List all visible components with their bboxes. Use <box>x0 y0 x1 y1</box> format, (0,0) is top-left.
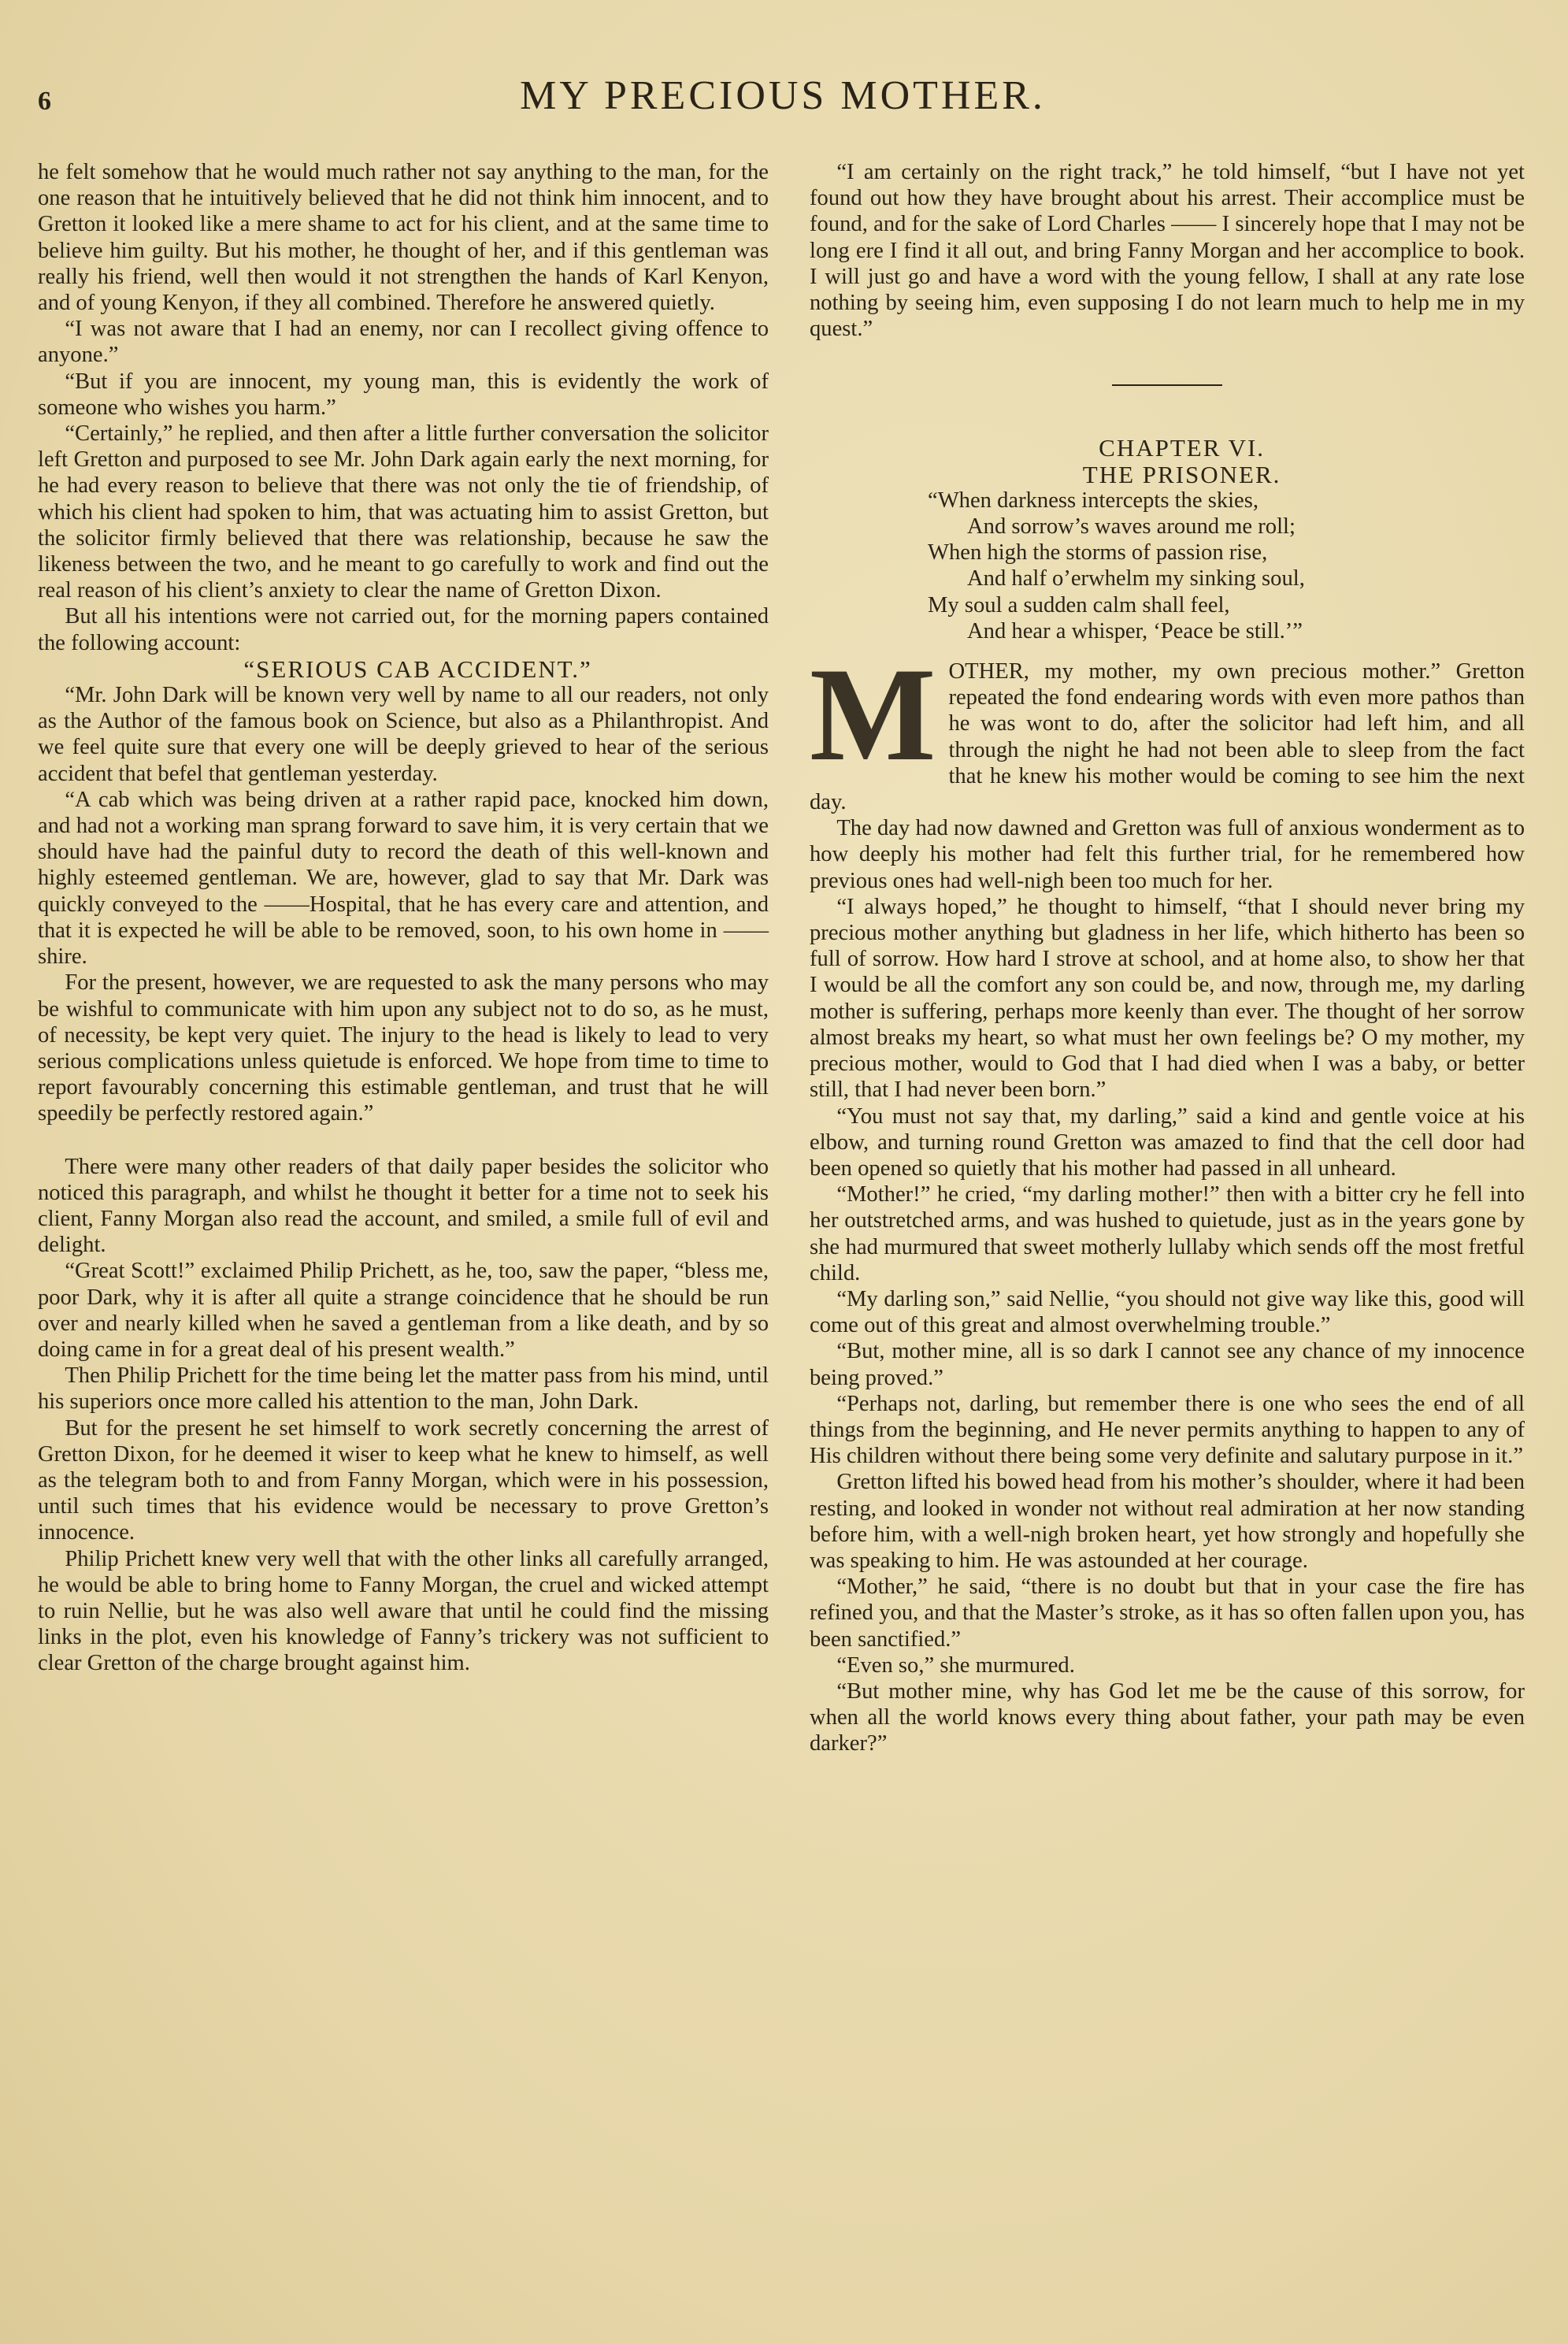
paragraph: “My darling son,” said Nellie, “you should not give way like this, good will come out of this great and almost overwhelming trouble.” <box>810 1286 1525 1338</box>
paragraph: OTHER, my mother, my own precious mother.” Gretton repeated the fond endearing words with even more pathos than he was wont to do, after the solicitor had left him, and all through the night he had not been able to sleep from the fact that he knew his mother would be coming to see him the next day. <box>810 659 1525 815</box>
paragraph: “But if you are innocent, my young man, this is evidently the work of someone who wishes you harm.” <box>38 369 769 420</box>
paragraph: Philip Prichett knew very well that with the other links all carefully arranged, he would be able to bring home to Fanny Morgan, the cruel and wicked attempt to ruin Nellie, but he was also well aware that until he could find the missing links in the plot, even his knowledge of Fanny’s trickery was not sufficient to clear Gretton of the charge brought against him. <box>38 1546 769 1676</box>
paragraph: The day had now dawned and Gretton was full of anxious wonderment as to how deeply his mother had felt this further trial, for he remembered how previous ones had well-nigh been too much for her. <box>810 816 1525 893</box>
drop-cap: M <box>810 640 936 789</box>
article-paragraph: For the present, however, we are requested to ask the many persons who may be wishful to communicate with him upon any subject not to do so, as he must, of necessity, be kept very quiet. The injury to the head is likely to lead to very serious complications unless quietude is enforced. We hope from time to time to report favourably concerning this estimable gentleman, and trust that he will speedily be perfectly restored again.” <box>38 970 769 1126</box>
section-divider <box>1112 384 1222 386</box>
paragraph: There were many other readers of that daily paper besides the solicitor who noticed this paragraph, and whilst he thought it better for a time not to seek his client, Fanny Morgan also read the account, and smiled, a smile full of evil and delight. <box>38 1154 769 1258</box>
chapter-title: THE PRISONER. <box>1082 460 1281 488</box>
paragraph: “But, mother mine, all is so dark I cannot see any chance of my innocence being proved.” <box>810 1339 1525 1390</box>
spacer <box>38 1127 769 1154</box>
article-heading: “SERIOUS CAB ACCIDENT.” <box>243 655 592 683</box>
paragraph: “Mother,” he said, “there is no doubt but that in your case the fire has refined you, and that the Master’s stroke, as it has so often fallen upon you, has been sanctified.” <box>810 1574 1525 1652</box>
paragraph: “Perhaps not, darling, but remember there is one who sees the end of all things from the beginning, and He never permits anything to happen to any of His children without there being some very definite and salutary purpose in it.” <box>810 1391 1525 1469</box>
poem-line: “When darkness intercepts the skies, <box>928 488 1259 513</box>
chapter-opening <box>810 640 1525 815</box>
paragraph: Gretton lifted his bowed head from his mother’s shoulder, where it had been resting, and looked in wonder not without real admiration at her now standing before him, with a well-nigh broken heart, yet how strongly and hopefully she was speaking to him. He was astounded at her courage. <box>810 1470 1525 1573</box>
poem-line: When high the storms of passion rise, <box>928 540 1268 566</box>
paragraph: “Certainly,” he replied, and then after a little further conversation the solicitor left Gretton and purposed to see Mr. John Dark again early the next morning, for he had every reason to believe that there was not only the tie of friendship, of which his client had spoken to him, that was actuating him to assist Gretton, but the solicitor firmly believed that there was relationship, because he saw the likeness between the two, and he meant to go carefully to work and find out the real reason of his client’s anxiety to clear the name of Gretton Dixon. <box>38 421 769 603</box>
paragraph: “Even so,” she murmured. <box>836 1652 1075 1678</box>
right-column <box>810 159 1525 1757</box>
chapter-number: CHAPTER VI. <box>1099 434 1266 462</box>
running-title: MY PRECIOUS MOTHER. <box>520 73 1046 118</box>
paragraph: “You must not say that, my darling,” said a kind and gentle voice at his elbow, and turning round Gretton was amazed to find that the cell door had been opened so quietly that his mother had passed in all unheard. <box>810 1103 1525 1181</box>
poem-line: And sorrow’s waves around me roll; <box>967 514 1296 540</box>
paragraph: Then Philip Prichett for the time being let the matter pass from his mind, until his superiors once more called his attention to the man, John Dark. <box>38 1363 769 1415</box>
left-column <box>38 159 769 1677</box>
paragraph: “I was not aware that I had an enemy, nor can I recollect giving offence to anyone.” <box>38 317 769 368</box>
paragraph: “Great Scott!” exclaimed Philip Prichett, as he, too, saw the paper, “bless me, poor Dark, why it is after all quite a strange coincidence that he should be run over and nearly killed when he saved a gentleman from a like death, and by so doing came in for a great deal of his present wealth.” <box>38 1259 769 1362</box>
page-header <box>35 72 1531 128</box>
poem-line: My soul a sudden calm shall feel, <box>928 592 1230 618</box>
paragraph: “Mother!” he cried, “my darling mother!” then with a bitter cry he fell into her outstretched arms, and was hushed to quietude, just as in the years gone by she had murmured that sweet motherly lullaby which sends off the most fretful child. <box>810 1182 1525 1285</box>
paragraph: he felt somehow that he would much rather not say anything to the man, for the one reason that he intuitively believed that he did not think him innocent, and to Gretton it looked like a mere shame to act for his client, and at the same time to believe him guilty. But his mother, he thought of her, and if this gentleman was really his friend, well then would it not strengthen the hands of Karl Kenyon, and of young Kenyon, if they all combined. Therefore he answered quietly. <box>38 160 769 316</box>
paragraph: “I am certainly on the right track,” he told himself, “but I have not yet found out how they have brought about his arrest. Their accomplice must be found, and for the sake of Lord Charles —— I sincerely hope that I may not be long ere I find it all out, and bring Fanny Morgan and her accomplice to book. I will just go and have a word with the young fellow, I shall at any rate lose nothing by seeing him, even supposing I do not learn much to help me in my quest.” <box>810 160 1525 342</box>
paragraph: “I always hoped,” he thought to himself, “that I should never bring my precious mother anything but gladness in her life, which hitherto has been so full of sorrow. How hard I strove at school, and at home also, to show her that I would be all the comfort any son could be, and now, through me, my darling mother is suffering, perhaps more keenly than ever. The thought of her sorrow almost breaks my heart, so what must her own feelings be? O my mother, my precious mother, would to God that I had died when I was a baby, or better still, that I had never been born.” <box>810 894 1525 1103</box>
epigraph-poem <box>810 488 1525 644</box>
page-number: 6 <box>38 87 51 116</box>
article-paragraph: “A cab which was being driven at a rather rapid pace, knocked him down, and had not a working man sprang forward to save him, it is very certain that we should have had the painful duty to record the death of this well-known and highly esteemed gentleman. We are, however, glad to say that Mr. Dark was quickly conveyed to the ——Hospital, that he has every care and attention, and that it is expected he will be able to be removed, soon, to his own home in ——shire. <box>38 787 769 970</box>
paragraph: But all his intentions were not carried out, for the morning papers contained the following account: <box>38 604 769 655</box>
article-paragraph: “Mr. John Dark will be known very well by name to all our readers, not only as the Author of the famous book on Science, but also as a Philanthropist. And we feel quite sure that every one will be deeply grieved to hear of the serious accident that befel that gentleman yesterday. <box>38 683 769 786</box>
poem-line: And hear a whisper, ‘Peace be still.’” <box>967 618 1303 643</box>
poem-line: And half o’erwhelm my sinking soul, <box>967 566 1305 592</box>
paragraph: “But mother mine, why has God let me be the cause of this sorrow, for when all the world knows every thing about father, your path may be even darker?” <box>810 1678 1525 1756</box>
paragraph: But for the present he set himself to work secretly concerning the arrest of Gretton Dixon, for he deemed it wiser to keep what he knew to himself, as well as the telegram both to and from Fanny Morgan, which were in his possession, until such times that his evidence would be necessary to prove Gretton’s innocence. <box>38 1415 769 1545</box>
